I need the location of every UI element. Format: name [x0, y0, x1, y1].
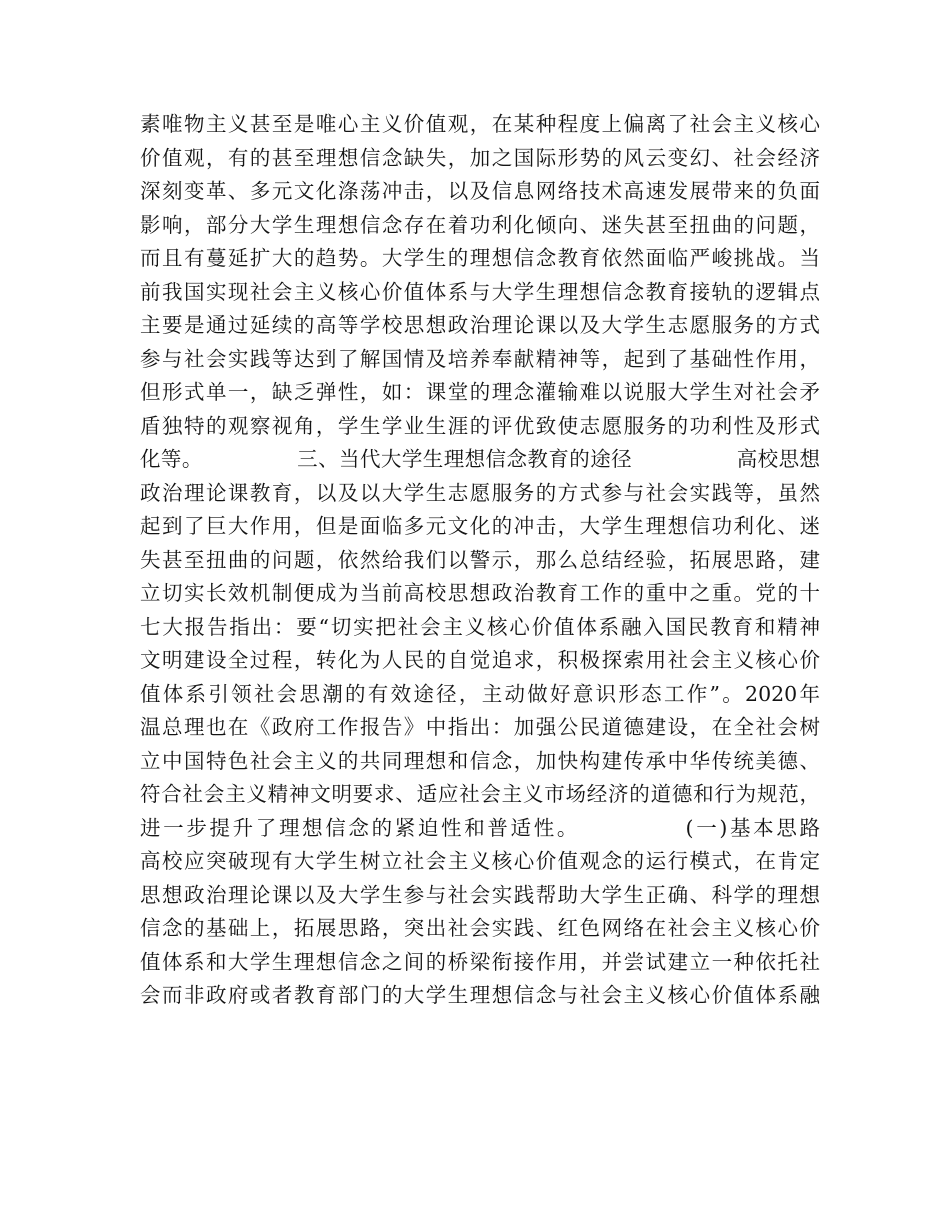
text-line: 但形式单一，缺乏弹性，如：课堂的理念灌输难以说服大学生对社会矛 [140, 380, 820, 404]
text-line: 值体系引领社会思潮的有效途径，主动做好意识形态工作”。2020年 [140, 681, 820, 706]
text-line: 高校应突破现有大学生树立社会主义核心价值观念的运行模式，在肯定 [140, 849, 820, 873]
text-line: 政治理论课教育，以及以大学生志愿服务的方式参与社会实践等，虽然 [140, 480, 820, 505]
text-line: 值体系和大学生理想信念之间的桥梁衔接作用，并尝试建立一种依托社 [140, 949, 820, 974]
text-line: 参与社会实践等达到了解国情及培养奉献精神等，起到了基础性作用， [140, 346, 820, 371]
text-line: 价值观，有的甚至理想信念缺失，加之国际形势的风云变幻、社会经济 [140, 145, 820, 170]
text-line: 深刻变革、多元文化涤荡冲击，以及信息网络技术高速发展带来的负面 [140, 179, 820, 203]
text-line: 进一步提升了理想信念的紧迫性和普适性。 (一)基本思路 [140, 815, 820, 840]
text-line: 立切实长效机制便成为当前高校思想政治教育工作的重中之重。党的十 [140, 581, 820, 605]
text-line: 影响，部分大学生理想信念存在着功利化倾向、迷失甚至扭曲的问题， [140, 212, 820, 237]
text-line: 符合社会主义精神文明要求、适应社会主义市场经济的道德和行为规范， [140, 782, 820, 806]
text-line: 起到了巨大作用，但是面临多元文化的冲击，大学生理想信功利化、迷 [140, 514, 820, 538]
text-line: 信念的基础上，拓展思路，突出社会实践、红色网络在社会主义核心价 [140, 916, 820, 940]
body-text [140, 108, 820, 1013]
text-line: 化等。 三、当代大学生理想信念教育的途径 高校思想 [140, 447, 820, 471]
text-line: 会而非政府或者教育部门的大学生理想信念与社会主义核心价值体系融 [140, 983, 820, 1007]
text-line: 文明建设全过程，转化为人民的自觉追求，积极探索用社会主义核心价 [140, 648, 820, 672]
text-line: 而且有蔓延扩大的趋势。大学生的理想信念教育依然面临严峻挑战。当 [140, 246, 820, 270]
text-line: 前我国实现社会主义核心价值体系与大学生理想信念教育接轨的逻辑点 [140, 279, 820, 304]
text-line: 失甚至扭曲的问题，依然给我们以警示，那么总结经验，拓展思路，建 [140, 547, 820, 572]
text-line: 思想政治理论课以及大学生参与社会实践帮助大学生正确、科学的理想 [140, 882, 820, 907]
text-line: 立中国特色社会主义的共同理想和信念，加快构建传承中华传统美德、 [140, 748, 820, 773]
text-line: 七大报告指出：要“切实把社会主义核心价值体系融入国民教育和精神 [140, 614, 820, 639]
text-line: 温总理也在《政府工作报告》中指出：加强公民道德建设，在全社会树 [140, 715, 820, 739]
text-line: 主要是通过延续的高等学校思想政治理论课以及大学生志愿服务的方式 [140, 313, 820, 337]
text-line: 素唯物主义甚至是唯心主义价值观，在某种程度上偏离了社会主义核心 [140, 112, 820, 136]
text-line: 盾独特的观察视角，学生学业生涯的评优致使志愿服务的功利性及形式 [140, 413, 820, 438]
